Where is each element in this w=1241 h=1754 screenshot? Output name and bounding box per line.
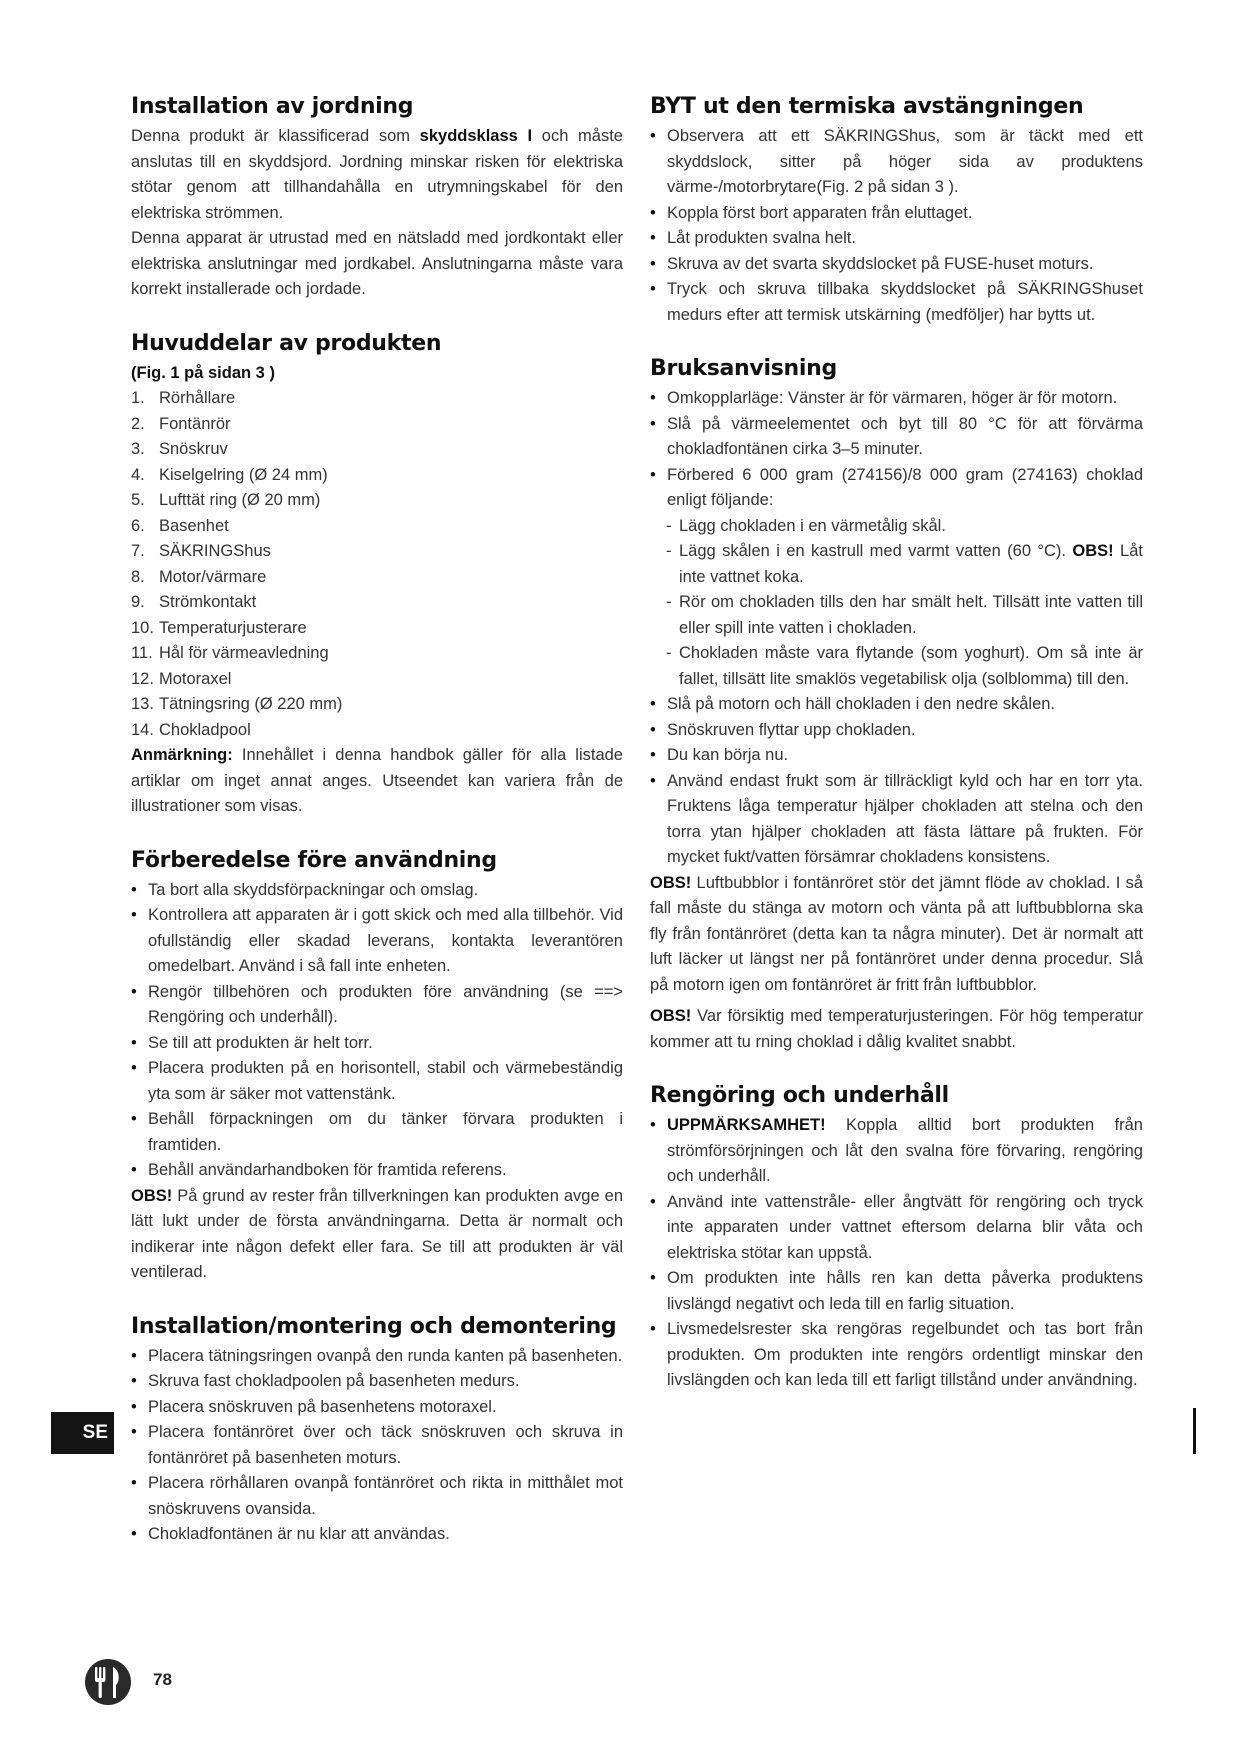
list-item: • Slå på värmeelementet och byt till 80 °C för att förvärma chokladfontänen cirka 3–5 minuter. [650,412,1143,463]
parts-list-item [131,514,623,540]
obs-label: OBS! [131,1186,173,1205]
list-item: • Tryck och skruva tillbaka skyddslocket på SÄKRINGShuset medurs efter att termisk utskärning (medföljer) har bytts ut. [650,277,1143,328]
list-item: • Se till att produkten är helt torr. [131,1031,623,1057]
paragraph [131,124,623,226]
section-title: Installation av jordning [131,94,414,119]
parts-list-item [131,667,623,693]
list-item: • Behåll förpackningen om du tänker förvara produkten i framtiden. [131,1107,623,1158]
section-title: Bruksanvisning [650,356,837,381]
list-item: • Använd endast frukt som är tillräckligt kyld och har en torr yta. Fruktens låga temperatur hjälper chokladen att stelna och den torra ytan hjälper chokladen att fästa lättare på frukten. För mycket fukt/vatten försämrar chokladens konsistens. [650,769,1143,871]
item-number: 9. [131,593,145,611]
list-item: • Observera att ett SÄKRINGShus, som är täckt med ett skyddslock, sitter på höger sida av produktens värme-/motorbrytare(Fig. 2 på sidan 3 ). [650,124,1143,201]
item-number: 6. [131,516,145,535]
item-number: 3. [131,440,145,458]
page-edge-marker [1193,1408,1196,1454]
item-label: Motoraxel [159,669,232,688]
list-item: • Använd inte vattenstråle- eller ångtvätt för rengöring och tryck inte apparaten under vattnet eftersom delarna blir våta och elektriska stötar kan uppstå. [650,1190,1143,1267]
language-tab: SE [51,1412,114,1454]
bold-text: skyddsklass I [419,127,533,145]
parts-list-item [131,641,623,667]
list-item: • Placera snöskruven på basenhetens motoraxel. [131,1395,623,1421]
list-item: • Koppla först bort apparaten från eluttaget. [650,201,1143,227]
section-title: Installation/montering och demontering [131,1313,617,1339]
bullet-list [131,1344,623,1548]
list-item: • Chokladfontänen är nu klar att användas. [131,1522,623,1548]
list-item: • Placera fontänröret över och täck snöskruven och skruva in fontänröret på basenheten moturs. [131,1420,623,1471]
section-grounding [131,92,623,303]
item-label: Temperaturjusterare [159,618,307,637]
item-number: 13. [131,695,154,713]
obs-label: OBS! [650,1007,692,1025]
list-item: • Behåll användarhandboken för framtida referens. [131,1158,623,1184]
item-number: 10. [131,618,154,637]
parts-list [131,386,623,743]
obs-paragraph [650,871,1143,999]
dash-item [650,539,1143,590]
note-label: Anmärkning: [131,746,233,764]
list-item: • Skruva av det svarta skyddslocket på FUSE-huset moturs. [650,252,1143,278]
section-main-parts [131,329,623,820]
list-item: • Slå på motorn och häll chokladen i den nedre skålen. [650,692,1143,718]
section-title: Huvuddelar av produkten [131,330,442,356]
parts-list-item [131,386,623,412]
section-title: Förberedelse före användning [131,847,497,873]
item-number: 11. [131,644,153,662]
parts-list-item [131,692,623,718]
parts-list-item [131,463,623,489]
figure-reference: (Fig. 1 på sidan 3 ) [131,363,275,382]
dash-item: - Chokladen måste vara flytande (som yoghurt). Om så inte är fallet, tillsätt lite smaklös vegetabilisk olja (solblomma) till den. [650,641,1143,692]
bullet-list [650,124,1143,328]
list-item: • Rengör tillbehören och produkten före användning (se ==> Rengöring och underhåll). [131,980,623,1031]
parts-list-item [131,565,623,591]
item-label: Chokladpool [159,720,251,739]
fork-knife-logo-icon [84,1658,132,1706]
section-cleaning [650,1081,1143,1394]
attention-label: UPPMÄRKSAMHET! [667,1116,826,1134]
parts-list-item [131,718,623,744]
text: På grund av rester från tillverkningen kan produkten avge en lätt lukt under de första användningarna. Detta är normalt och indikerar inte någon defekt eller fara. Se till att produkten är väl ventilerad. [131,1186,623,1281]
obs-label: OBS! [650,873,692,892]
parts-list-item [131,412,623,438]
section-title: BYT ut den termiska avstängningen [650,94,1084,119]
text: och måste anslutas till en skyddsjord. Jordning minskar risken för elektriska stötar genom att tillhandahålla en utrymningskabel för den elektriska strömmen. [131,127,623,222]
text: Denna produkt är klassificerad som [131,127,420,145]
item-label: Lufttät ring (Ø 20 mm) [159,491,321,509]
item-number: 12. [131,669,154,688]
list-item: • Förbered 6 000 gram (274156)/8 000 gram (274163) choklad enligt följande: [650,463,1143,514]
bullet-list [650,1113,1143,1394]
list-item [650,1113,1143,1190]
obs-paragraph [650,1004,1143,1055]
list-item: • Omkopplarläge: Vänster är för värmaren, höger är för motorn. [650,386,1143,412]
item-label: Tätningsring (Ø 220 mm) [159,695,343,713]
item-label: Hål för värmeavledning [159,644,329,662]
dash-item: - Lägg chokladen i en värmetålig skål. [650,514,1143,540]
list-item: • Kontrollera att apparaten är i gott skick och med alla tillbehör. Vid ofullständig eller skadad leverans, kontakta leverantören omedelbart. Använd i så fall inte enheten. [131,903,623,980]
parts-list-item [131,539,623,565]
item-label: Motor/värmare [159,567,267,586]
list-item: • Placera tätningsringen ovanpå den runda kanten på basenheten. [131,1344,623,1370]
obs-label: OBS! [1072,542,1114,560]
list-item: • Snöskruven flyttar upp chokladen. [650,718,1143,744]
section-installation [131,1312,623,1548]
item-number: 8. [131,567,145,586]
item-number: 7. [131,542,145,560]
text: Luftbubblor i fontänröret stör det jämnt flöde av choklad. I så fall måste du stänga av motorn och vänta på att luftbubblorna ska fly från fontänröret (detta kan ta några minuter). Det är normalt att luft läcker ut längst ner på fontänröret under denna procedur. Slå på motorn igen om fontänröret är fritt från luftbubblor. [650,873,1143,994]
text: Innehållet i denna handbok gäller för alla listade artiklar om inget annat anges. Utseendet kan variera från de illustrationer som visas. [131,746,623,815]
parts-list-item [131,590,623,616]
item-label: SÄKRINGShus [159,542,271,560]
parts-list-item [131,616,623,642]
section-title: Rengöring och underhåll [650,1083,949,1108]
item-number: 1. [131,389,145,407]
item-number: 14. [131,720,154,739]
list-item: • Skruva fast chokladpoolen på basenheten medurs. [131,1369,623,1395]
item-label: Rörhållare [159,389,236,407]
section-instructions [650,354,1143,1055]
dash-item: - Rör om chokladen tills den har smält helt. Tillsätt inte vatten till eller spill inte vatten i chokladen. [650,590,1143,641]
parts-list-item [131,488,623,514]
item-number: 4. [131,465,145,484]
section-preparation [131,846,623,1286]
text: Låt inte vattnet koka. [679,542,1143,586]
list-item: • Placera produkten på en horisontell, stabil och värmebeständig yta som är säker mot vattenstänk. [131,1056,623,1107]
item-label: Strömkontakt [159,593,257,611]
item-label: Basenhet [159,516,229,535]
item-number: 2. [131,414,145,433]
page-number: 78 [153,1670,172,1689]
list-item: • Du kan börja nu. [650,743,1143,769]
item-label: Fontänrör [159,414,231,433]
item-label: Snöskruv [159,440,228,458]
item-label: Kiselgelring (Ø 24 mm) [159,465,328,484]
text: Lägg skålen i en kastrull med varmt vatten (60 °C). [679,542,1073,560]
list-item: • Låt produkten svalna helt. [650,226,1143,252]
text: Koppla alltid bort produkten från strömförsörjningen och låt den svalna före förvaring, rengöring och underhåll. [667,1116,1143,1185]
item-number: 5. [131,491,145,509]
list-item: • Om produkten inte hålls ren kan detta påverka produktens livslängd negativt och leda till en farlig situation. [650,1266,1143,1317]
obs-paragraph [131,1184,623,1286]
bullet-list [131,878,623,1184]
list-item: • Ta bort alla skyddsförpackningar och omslag. [131,878,623,904]
list-item: • Livsmedelsrester ska rengöras regelbundet och tas bort från produkten. Om produkten inte rengörs ordentligt minskar den livslängden och kan leda till ett farligt tillstånd under användning. [650,1317,1143,1394]
bullet-list [650,386,1143,871]
paragraph: Denna apparat är utrustad med en nätsladd med jordkontakt eller elektriska anslutningar med jordkabel. Anslutningarna måste vara korrekt installerade och jordade. [131,229,623,298]
parts-list-item [131,437,623,463]
text: Var försiktig med temperaturjusteringen. För hög temperatur kommer att tu rning choklad i dålig kvalitet snabbt. [650,1007,1143,1051]
section-thermal-cutoff [650,92,1143,328]
note-paragraph [131,743,623,820]
right-column [650,92,1143,1420]
list-item: • Placera rörhållaren ovanpå fontänröret och rikta in mitthålet mot snöskruvens ovansida. [131,1471,623,1522]
left-column [131,92,623,1574]
